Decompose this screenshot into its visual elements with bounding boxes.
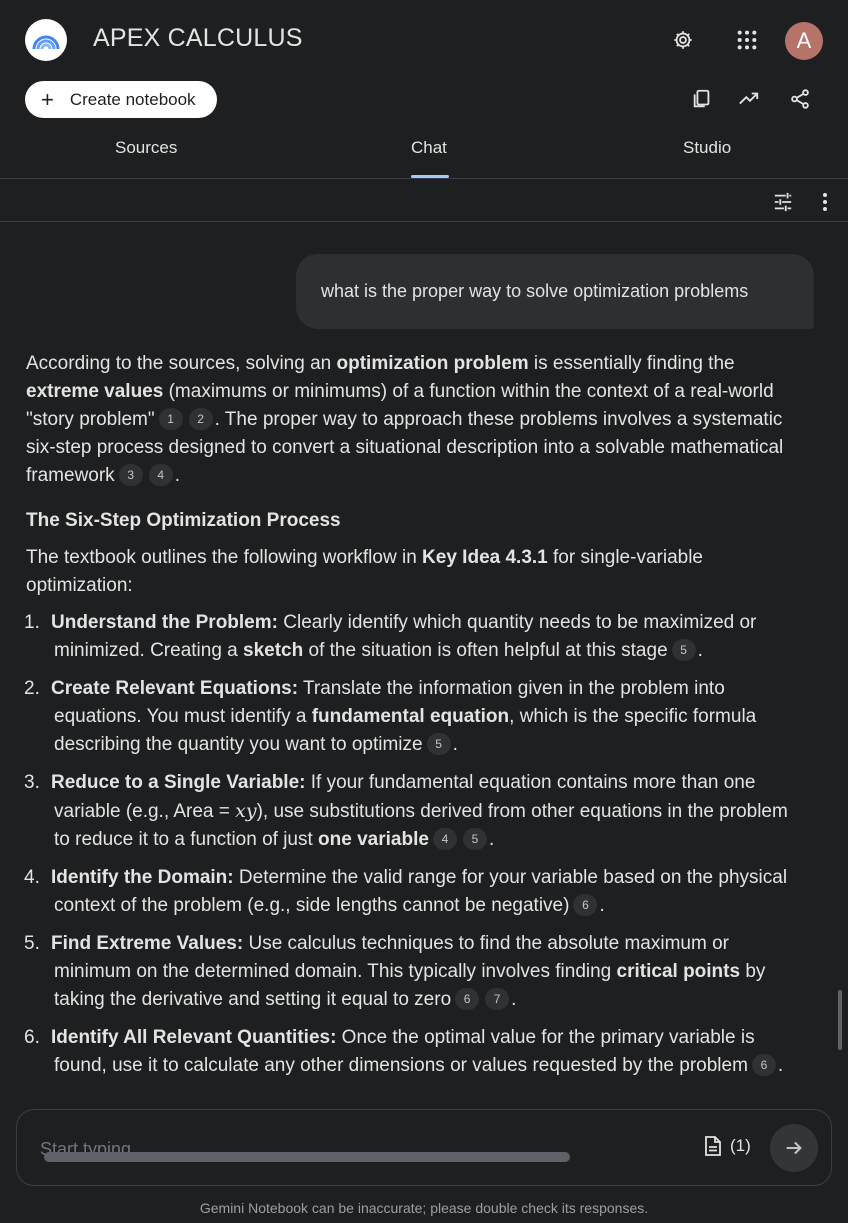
trending-up-icon[interactable] xyxy=(733,83,765,115)
citation-chip[interactable]: 3 xyxy=(119,464,143,486)
tab-studio[interactable]: Studio xyxy=(683,138,732,157)
copy-icon[interactable] xyxy=(686,83,718,115)
list-item: 2. Create Relevant Equations: Translate the information given in the problem into equations. You must identify a fundamental equation, which is the specific formula describing the quantity you want to optimize 5 . xyxy=(24,678,757,755)
divider xyxy=(0,221,848,222)
more-vert-icon[interactable] xyxy=(809,186,841,218)
citation-chip[interactable]: 6 xyxy=(455,988,479,1010)
arrow-right-icon xyxy=(783,1137,805,1159)
plus-icon: + xyxy=(41,86,54,112)
source-count[interactable] xyxy=(704,1135,751,1157)
chat-composer xyxy=(16,1109,832,1186)
citation-chip[interactable]: 4 xyxy=(149,464,173,486)
logo-icon[interactable] xyxy=(25,19,67,61)
create-notebook-button[interactable] xyxy=(25,81,217,118)
list-item: 6. Identify All Relevant Quantities: Once the optimal value for the primary variable is found, use it to calculate any other dimensions or values requested by the problem 6 . xyxy=(24,1027,784,1076)
citation-chip[interactable]: 7 xyxy=(485,988,509,1010)
citation-chip[interactable]: 6 xyxy=(752,1054,776,1076)
app-header xyxy=(0,0,848,180)
steps-list xyxy=(26,609,796,1080)
tab-chat[interactable]: Chat xyxy=(411,138,447,157)
input-scrollbar[interactable] xyxy=(44,1152,570,1162)
citation-chip[interactable]: 5 xyxy=(672,639,696,661)
divider xyxy=(0,178,848,179)
tab-bar xyxy=(0,130,848,178)
citation-chip[interactable]: 4 xyxy=(433,828,457,850)
citation-chip[interactable]: 5 xyxy=(427,733,451,755)
send-button[interactable] xyxy=(770,1124,818,1172)
citation-chip[interactable]: 1 xyxy=(159,408,183,430)
user-message: what is the proper way to solve optimization problems xyxy=(296,254,814,329)
tune-icon[interactable] xyxy=(767,186,799,218)
section-heading: The Six-Step Optimization Process xyxy=(26,510,341,531)
source-count-label: (1) xyxy=(730,1136,751,1155)
avatar[interactable]: A xyxy=(785,22,823,60)
disclaimer: Gemini Notebook can be inaccurate; please double check its responses. xyxy=(199,1200,649,1216)
list-item: 5. Find Extreme Values: Use calculus techniques to find the absolute maximum or minimum on the determined domain. This typically involves finding critical points by taking the derivative and setting it equal to zero 6 7 . xyxy=(24,933,766,1010)
list-item: 3. Reduce to a Single Variable: If your fundamental equation contains more than one variable (e.g., Area = xy), use substitutions derived from other equations in the problem to reduce it to a function of just one variable 4 5 . xyxy=(24,772,788,850)
list-item: 1. Understand the Problem: Clearly identify which quantity needs to be maximized or minimized. Creating a sketch of the situation is often helpful at this stage 5 . xyxy=(24,612,757,661)
apps-grid-icon[interactable] xyxy=(731,24,763,56)
page-title: APEX CALCULUS xyxy=(93,24,303,52)
response-paragraph: According to the sources, solving an optimization problem is essentially finding the extreme values (maximums or minimums) of a function within the context of a real-world "story problem" 1 2 . The proper way to approach these problems involves a systematic six-step process designed to convert a situational description into a solvable mathematical framework 3 4 . xyxy=(26,353,784,486)
document-icon xyxy=(704,1135,722,1157)
scrollbar[interactable] xyxy=(838,990,842,1050)
tab-sources[interactable]: Sources xyxy=(115,138,178,157)
response-paragraph: The textbook outlines the following workflow in Key Idea 4.3.1 for single-variable optimization: xyxy=(26,547,703,596)
citation-chip[interactable]: 5 xyxy=(463,828,487,850)
assistant-response xyxy=(26,350,796,1090)
create-notebook-label: Create notebook xyxy=(69,89,196,109)
share-icon[interactable] xyxy=(784,83,816,115)
citation-chip[interactable]: 6 xyxy=(573,894,597,916)
citation-chip[interactable]: 2 xyxy=(189,408,213,430)
list-item: 4. Identify the Domain: Determine the valid range for your variable based on the physical context of the problem (e.g., side lengths cannot be negative) 6 . xyxy=(24,867,788,916)
gear-icon[interactable] xyxy=(667,24,699,56)
